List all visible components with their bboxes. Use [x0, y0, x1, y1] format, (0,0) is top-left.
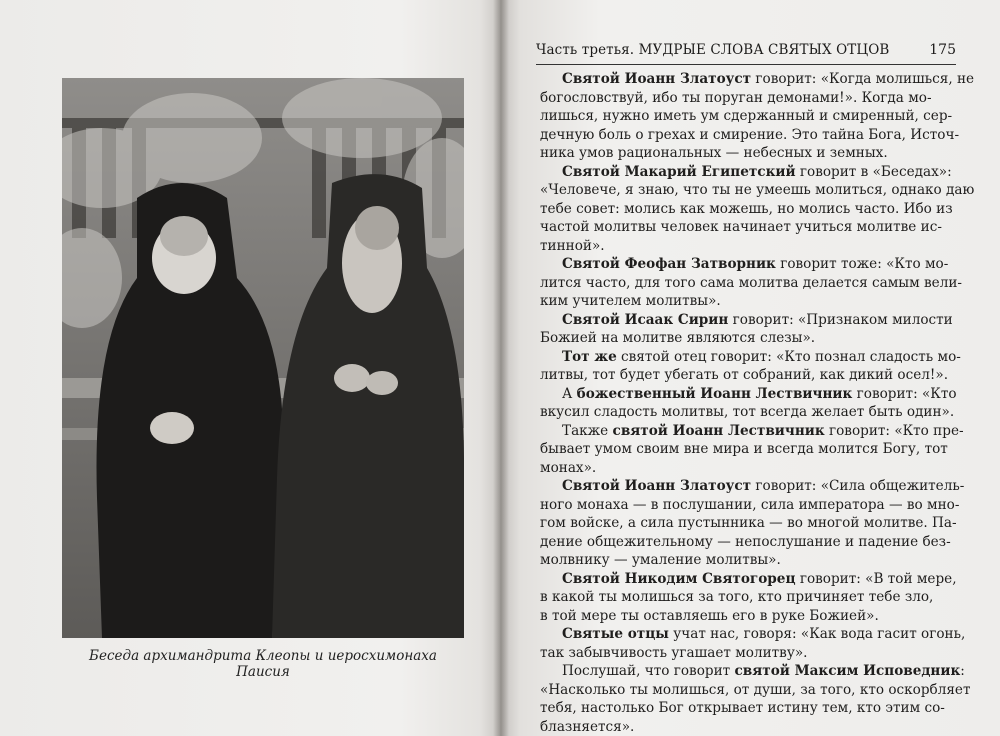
text-run: гом войске, а сила пустынника — во многой молитве. Па-: [540, 515, 957, 531]
text-line: [540, 218, 952, 237]
text-run: тебя, настолько Бог открывает истину тем, кто этим со-: [540, 700, 945, 716]
text-run: говорит: «Признаком милости: [728, 311, 953, 328]
text-run: богословствуй, ибо ты поруган демонами!». Когда мо-: [540, 89, 932, 106]
paragraph: [540, 70, 975, 163]
text-run: А: [562, 385, 577, 402]
text-line: [540, 459, 952, 478]
text-run: тинной».: [540, 237, 605, 254]
text-run: говорит: «В той мере,: [795, 570, 957, 587]
bold-name: Святой Макарий Египетский: [562, 163, 796, 180]
text-line: [540, 292, 952, 311]
text-run: тебе совет: молись как можешь, но молись часто. Ибо из: [540, 200, 953, 217]
body-text: [540, 70, 975, 736]
running-head: [536, 42, 956, 62]
text-line: [540, 200, 952, 219]
text-run: говорит: «Кто: [852, 385, 957, 402]
text-line: [540, 662, 965, 681]
text-line: [540, 144, 952, 163]
text-line: [540, 70, 975, 89]
text-run: «Насколько ты молишься, от души, за того, кто оскорбляет: [540, 681, 971, 698]
text-line: [540, 477, 965, 496]
photo-illustration: [62, 78, 464, 638]
paragraph: [540, 311, 952, 348]
text-line: [540, 514, 957, 533]
text-run: говорит тоже: «Кто мо-: [775, 256, 949, 272]
text-line: [540, 403, 955, 422]
paragraph: [540, 348, 961, 385]
text-line: [540, 274, 963, 293]
text-line: [540, 366, 952, 385]
text-run: частой молитвы человек начинает учиться молитве ис-: [540, 219, 942, 235]
text-line: [540, 533, 952, 552]
text-run: святой отец говорит: «Кто познал сладость мо-: [616, 348, 961, 365]
paragraph: [540, 255, 963, 311]
text-line: [540, 718, 952, 736]
text-line: [540, 607, 952, 626]
text-run: Также: [562, 422, 613, 439]
text-line: [540, 496, 960, 515]
text-run: Божией на молитве являются слезы».: [540, 330, 816, 346]
paragraph: [540, 385, 957, 422]
text-line: [540, 551, 952, 570]
paragraph: [540, 570, 957, 626]
text-line: [540, 699, 952, 718]
text-run: в какой ты молишься за того, кто причиняет тебе зло,: [540, 589, 934, 605]
text-line: [540, 681, 971, 700]
photo-caption: Беседа архимандрита Клеопы и иеросхимонаха Паисия: [89, 648, 437, 680]
text-line: [540, 644, 952, 663]
page-number: 175: [929, 42, 956, 58]
text-run: бывает умом своим вне мира и всегда молится Богу, тот: [540, 441, 948, 457]
bold-name: Тот же: [562, 348, 617, 365]
text-line: [540, 588, 952, 607]
text-line: [540, 255, 952, 274]
text-run: Послушай, что говорит: [562, 663, 735, 679]
text-run: говорит в «Беседах»:: [795, 163, 952, 180]
text-run: дечную боль о грехах и смирение. Это тайна Бога, Источ-: [540, 126, 960, 143]
text-run: вкусил сладость молитвы, тот всегда желает быть один».: [540, 404, 955, 420]
paragraph: [540, 477, 965, 570]
paragraph: [540, 422, 964, 478]
book-gutter: [493, 0, 509, 736]
text-run: говорит: «Сила общежитель-: [751, 478, 965, 494]
bold-name: святой Иоанн Лествичник: [612, 422, 825, 439]
paragraph: [540, 163, 975, 256]
text-line: [540, 625, 966, 644]
text-run: учат нас, говоря: «Как вода гасит огонь,: [668, 626, 966, 642]
text-line: [540, 163, 952, 182]
text-run: дение общежительному — непослушание и падение без-: [540, 533, 951, 550]
text-run: «Человече, я знаю, что ты не умеешь молиться, однако даю: [540, 182, 975, 198]
paragraph: [540, 625, 966, 662]
bold-name: Святой Исаак Сирин: [562, 311, 729, 328]
text-line: [540, 181, 975, 200]
text-line: [540, 570, 957, 589]
text-run: монах».: [540, 459, 597, 476]
text-line: [540, 385, 957, 404]
text-run: говорит: «Когда молишься, не: [751, 71, 975, 87]
text-line: [540, 311, 952, 330]
photograph-two-monks: [62, 78, 464, 638]
text-run: ного монаха — в послушании, сила императора — во мно-: [540, 496, 960, 513]
text-run: так забывчивость угашает молитву».: [540, 644, 808, 661]
text-run: молвнику — умаление молитвы».: [540, 552, 781, 568]
text-line: [540, 89, 952, 108]
text-run: :: [960, 663, 965, 679]
text-line: [540, 422, 964, 441]
text-line: [540, 237, 952, 256]
bold-name: Святые отцы: [562, 626, 669, 642]
text-run: лится часто, для того сама молитва делается самым вели-: [540, 274, 963, 291]
text-run: в той мере ты оставляешь его в руке Божией».: [540, 607, 879, 624]
paragraph: [540, 662, 971, 736]
bold-name: святой Максим Исповедник: [734, 663, 961, 679]
text-run: блазняется».: [540, 718, 635, 735]
bold-name: Святой Иоанн Златоуст: [562, 478, 752, 494]
text-run: ким учителем молитвы».: [540, 293, 721, 309]
bold-name: Святой Никодим Святогорец: [562, 570, 796, 587]
text-run: говорит: «Кто пре-: [824, 422, 964, 439]
text-run: лишься, нужно иметь ум сдержанный и смиренный, сер-: [540, 108, 953, 124]
text-line: [540, 329, 952, 348]
bold-name: Святой Иоанн Златоуст: [562, 71, 752, 87]
bold-name: Святой Феофан Затворник: [562, 256, 776, 272]
text-line: [540, 440, 952, 459]
text-line: [540, 348, 961, 367]
running-head-title: Часть третья. МУДРЫЕ СЛОВА СВЯТЫХ ОТЦОВ: [536, 42, 890, 58]
text-line: [540, 107, 952, 126]
text-run: ника умов рациональных — небесных и земных.: [540, 145, 888, 161]
bold-name: божественный Иоанн Лествичник: [576, 385, 853, 402]
text-line: [540, 126, 960, 145]
text-run: литвы, тот будет убегать от собраний, как дикий осел!».: [540, 367, 949, 383]
header-rule: [536, 64, 956, 65]
